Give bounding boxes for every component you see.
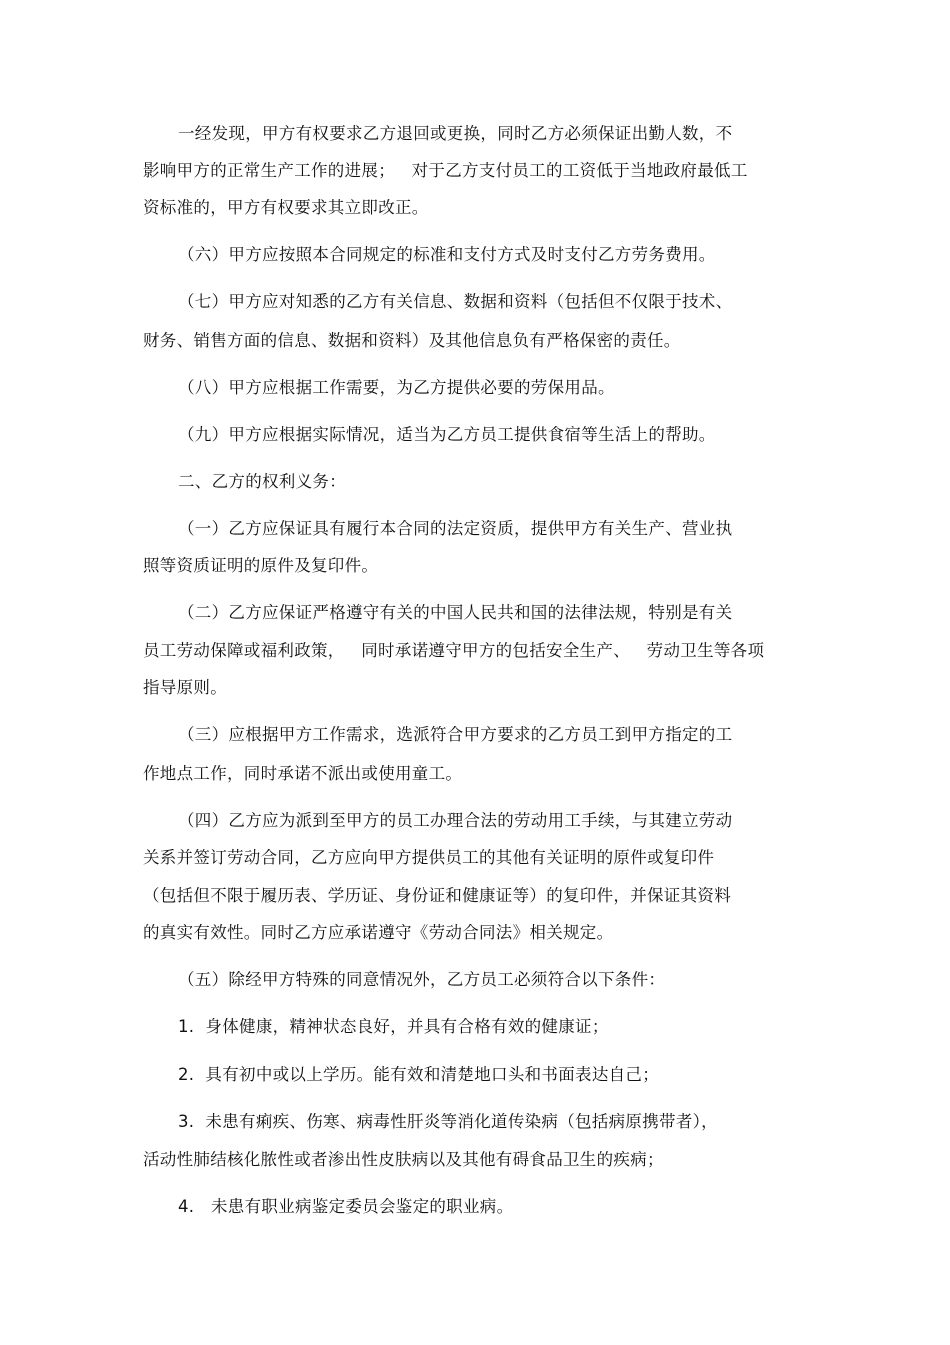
paragraph-line: （六）甲方应按照本合同规定的标准和支付方式及时支付乙方劳务费用。 [178, 245, 716, 264]
list-item: 3. 未患有痢疾、伤寒、病毒性肝炎等消化道传染病（包括病原携带者）， [178, 1112, 718, 1131]
paragraph-line: 的真实有效性。同时乙方应承诺遵守《劳动合同法》相关规定。 [143, 923, 614, 942]
paragraph-line: （五）除经甲方特殊的同意情况外，乙方员工必须符合以下条件： [178, 970, 666, 989]
list-item: 2. 具有初中或以上学历。能有效和清楚地口头和书面表达自己； [178, 1065, 660, 1084]
paragraph-line: （三）应根据甲方工作需求，选派符合甲方要求的乙方员工到甲方指定的工 [178, 725, 733, 744]
paragraph-line: 影响甲方的正常生产工作的进展； 对于乙方支付员工的工资低于当地政府最低工 [143, 161, 748, 180]
paragraph-line: 员工劳动保障或福利政策， 同时承诺遵守甲方的包括安全生产、 劳动卫生等各项 [143, 641, 765, 660]
paragraph-line: （四）乙方应为派到至甲方的员工办理合法的劳动用工手续，与其建立劳动 [178, 811, 733, 830]
paragraph-line: （八）甲方应根据工作需要，为乙方提供必要的劳保用品。 [178, 378, 615, 397]
paragraph-line: 资标准的，甲方有权要求其立即改正。 [143, 198, 429, 217]
paragraph-line: 关系并签订劳动合同，乙方应向甲方提供员工的其他有关证明的原件或复印件 [143, 848, 715, 867]
paragraph-line: （一）乙方应保证具有履行本合同的法定资质，提供甲方有关生产、营业执 [178, 519, 733, 538]
paragraph-line: 作地点工作，同时承诺不派出或使用童工。 [143, 764, 463, 783]
paragraph-line: 财务、销售方面的信息、数据和资料）及其他信息负有严格保密的责任。 [143, 331, 681, 350]
paragraph-line: 指导原则。 [143, 678, 227, 697]
paragraph-line: （九）甲方应根据实际情况，适当为乙方员工提供食宿等生活上的帮助。 [178, 425, 716, 444]
paragraph-line: 照等资质证明的原件及复印件。 [143, 556, 379, 575]
list-item: 4. 未患有职业病鉴定委员会鉴定的职业病。 [178, 1197, 514, 1216]
list-item: 1. 身体健康，精神状态良好，并具有合格有效的健康证； [178, 1017, 609, 1036]
section-heading: 二、乙方的权利义务： [178, 472, 346, 491]
paragraph-line: （二）乙方应保证严格遵守有关的中国人民共和国的法律法规，特别是有关 [178, 603, 733, 622]
list-item-continuation: 活动性肺结核化脓性或者渗出性皮肤病以及其他有碍食品卫生的疾病； [143, 1150, 664, 1169]
paragraph-line: （七）甲方应对知悉的乙方有关信息、数据和资料（包括但不仅限于技术、 [178, 292, 733, 311]
paragraph-line: （包括但不限于履历表、学历证、身份证和健康证等）的复印件，并保证其资料 [143, 886, 731, 905]
paragraph-line: 一经发现，甲方有权要求乙方退回或更换，同时乙方必须保证出勤人数，不 [178, 124, 733, 143]
